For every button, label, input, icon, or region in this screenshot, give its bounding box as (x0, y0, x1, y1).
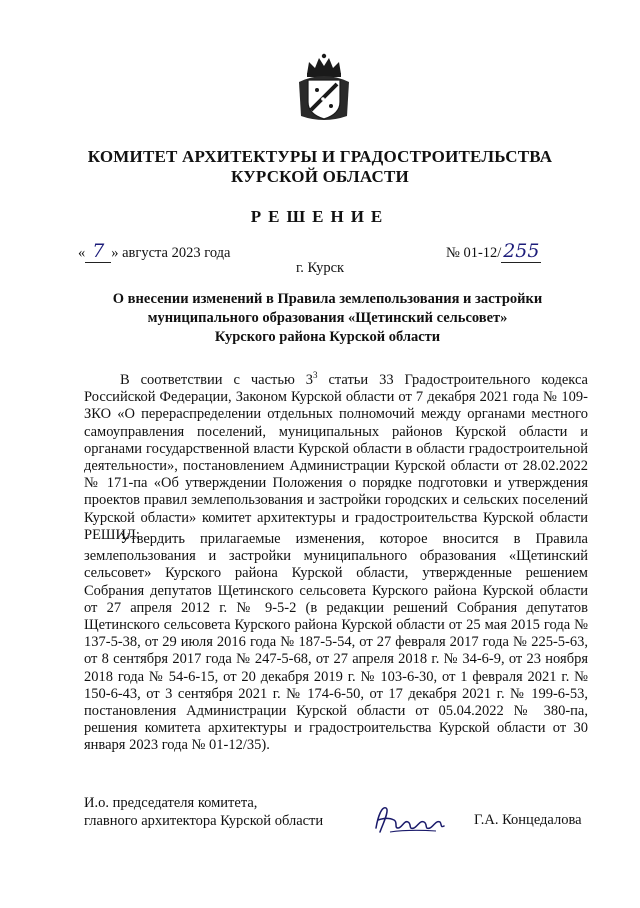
signer-position (84, 794, 323, 830)
committee-title-line1: КОМИТЕТ АРХИТЕКТУРЫ И ГРАДОСТРОИТЕЛЬСТВА (87, 147, 553, 166)
date-day: 7 (85, 240, 111, 263)
document-type-title: РЕШЕНИЕ (250, 207, 390, 226)
date-month-year: августа 2023 года (122, 245, 231, 261)
subject-line3: Курского района Курской области (214, 329, 441, 345)
signer-name: Г.А. Концедалова (474, 812, 582, 828)
para1-part-b: статьи 33 Градостроительного кодекса Российской Федерации, Законом Курской области от 7 декабря 2021 года № 109-ЗКО «О перераспределении отдельных полномочий между органами местного самоуправления поселений, муниципальных районов Курской области и органами государственной власти Курской области в области градостроительной деятельности», постановлением Администрации Курской области от 28.02.2022 № 171-па «Об утверждении Положения о порядке подготовки и утверждения проектов правил землепользования и застройки городских и сельских поселений Курской области» комитет архитектуры и градостроительства Курской области РЕШИЛ: (84, 372, 588, 543)
subject-heading (60, 290, 595, 347)
body-paragraph-2 (84, 531, 588, 755)
coat-of-arms-icon (297, 52, 351, 122)
para1-superscript: 3 (313, 370, 318, 381)
subject-line1: О внесении изменений в Правила землепользования и застройки (112, 291, 543, 307)
para1-part-a: В соответствии с частью 3 (120, 372, 313, 388)
subject-line2: муниципального образования «Щетинский сельсовет» (147, 310, 508, 326)
city: г. Курск (295, 260, 345, 276)
body-paragraph-1 (84, 372, 588, 544)
position-line2: главного архитектора Курской области (84, 813, 324, 829)
position-line1: И.о. председателя комитета, (84, 795, 258, 811)
number-handwritten: 255 (503, 240, 540, 262)
number-prefix: № 01-12/ (446, 245, 502, 261)
quote-open: « (78, 245, 86, 261)
signature-icon (370, 798, 448, 838)
para2-text: Утвердить прилагаемые изменения, которое вносится в Правила землепользования и застройки муниципального образования «Щетинский сельсовет» Курского района Курской области, утвержденные решением Собрания депутатов Щетинского сельсовета Курского района Курской области от 27 апреля 2012 г. № 9-5-2 (в редакции решений Собрания депутатов Щетинского сельсовета Курского района Курской области от 25 мая 2015 года № 137-5-38, от 29 июля 2016 года № 187-5-54, от 27 февраля 2017 года № 225-5-63, от 8 сентября 2017 года № 247-5-68, от 27 апреля 2018 г. № 34-6-9, от 23 ноября 2018 года № 54-6-15, от 20 декабря 2019 г. № 103-6-30, от 1 февраля 2021 г. № 150-6-43, от 3 сентября 2021 г. № 174-6-50, от 17 декабря 2021 г. № 199-6-53, постановления Администрации Курской области от 05.04.2022 № 380-па, решения комитета архитектуры и градостроительства Курской области от 30 января 2023 года № 01-12/35). (84, 531, 588, 754)
quote-close: » (111, 245, 119, 261)
committee-title-line2: КУРСКОЙ ОБЛАСТИ (231, 167, 409, 186)
